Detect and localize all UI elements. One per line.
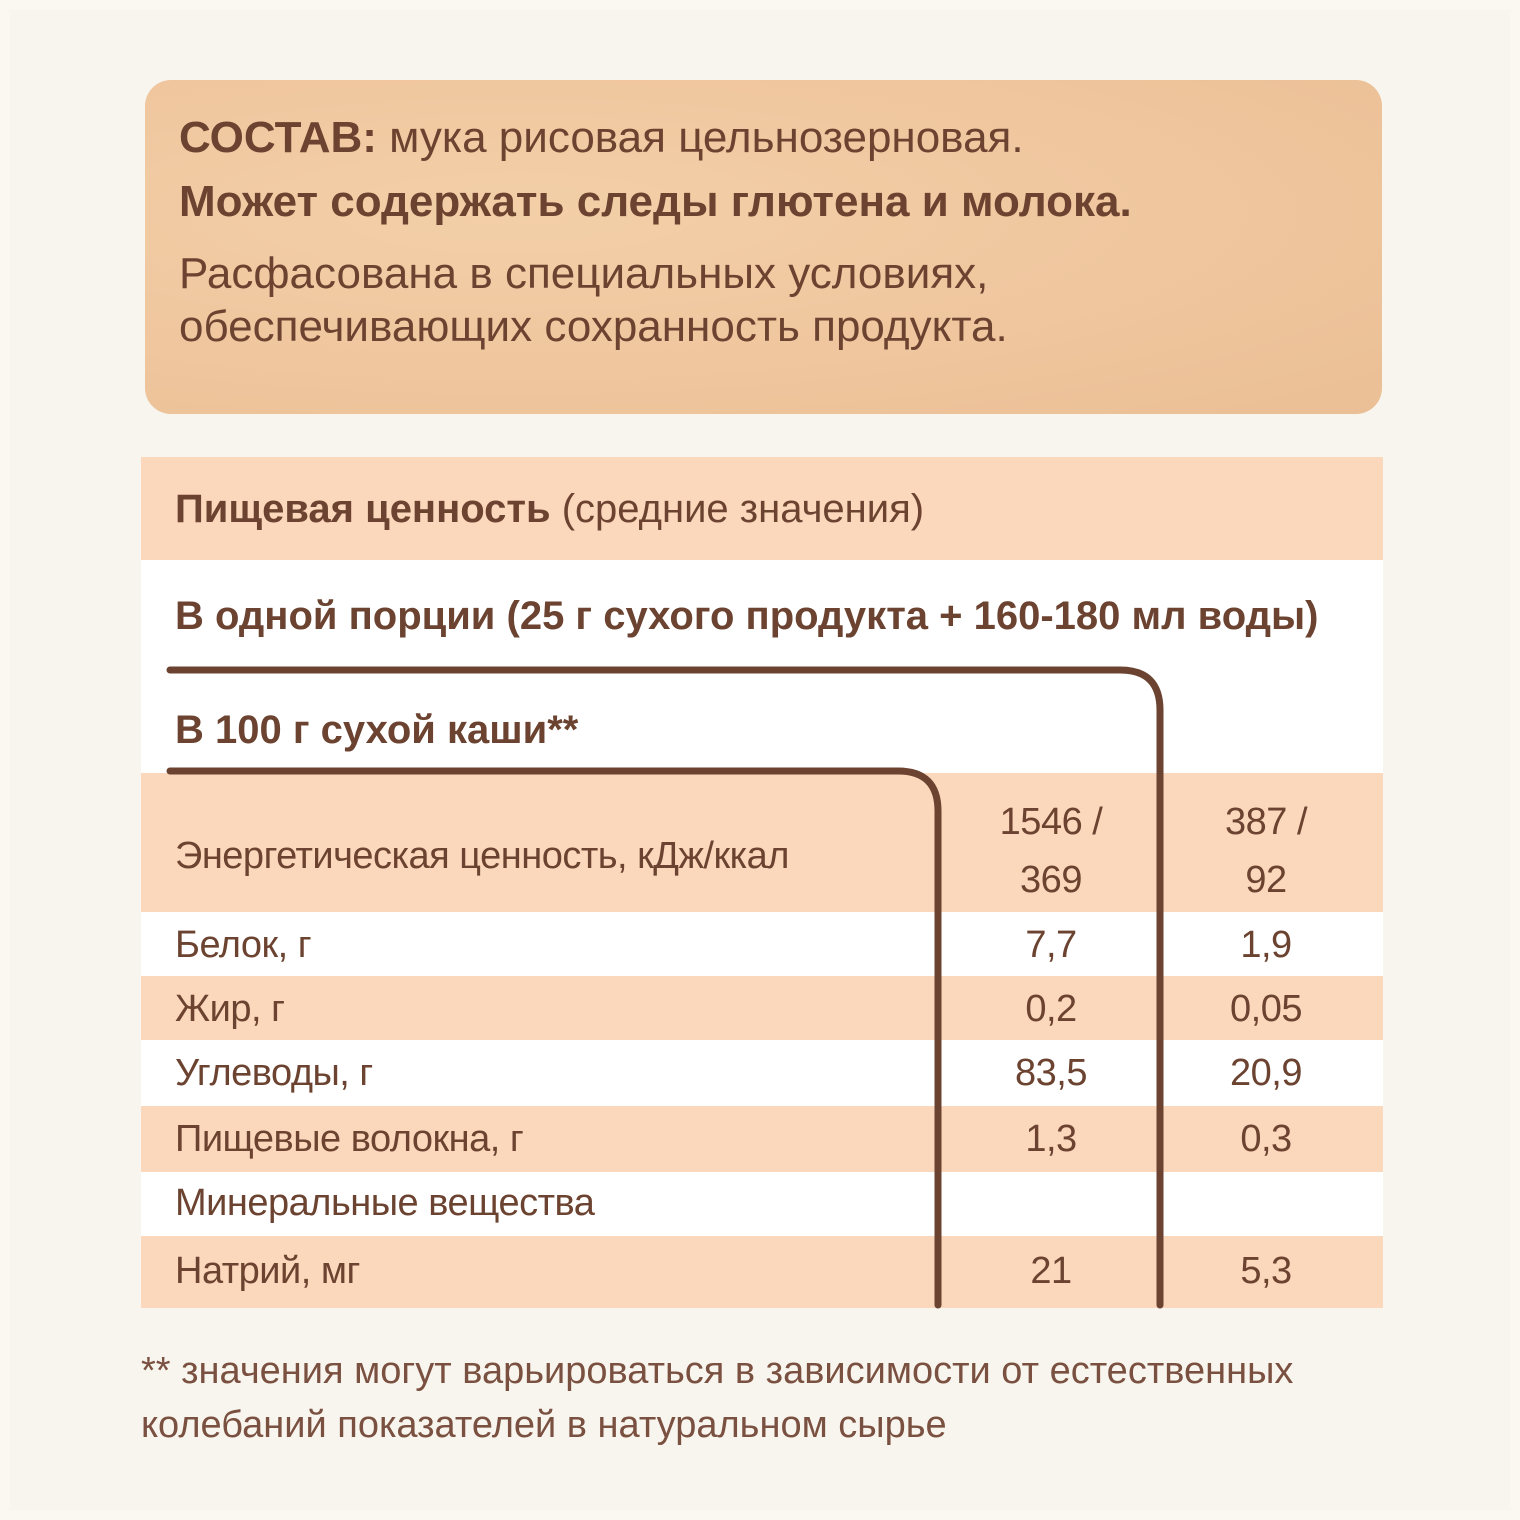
allergen-warning: Может содержать следы глютена и молока. (179, 177, 1132, 226)
nutrition-title-note: (средние значения) (550, 487, 925, 531)
table-row-fiber (141, 1106, 1383, 1172)
per-portion-label: В одной порции (25 г сухого продукта + 160-180 мл воды) (175, 594, 1319, 638)
per-portion-header (141, 560, 1383, 668)
value-portion: 0,05 (1230, 988, 1302, 1030)
table-row-protein (141, 912, 1383, 976)
row-label: Углеводы, г (175, 1052, 373, 1094)
value-portion-kj: 387 / (1224, 801, 1308, 843)
footnote-line1: ** значения могут варьироваться в зависимости от естественных (141, 1350, 1294, 1392)
row-label: Минеральные вещества (175, 1182, 595, 1224)
row-label: Жир, г (175, 988, 285, 1030)
value-portion-kcal: 92 (1245, 859, 1287, 901)
value-portion: 20,9 (1230, 1052, 1302, 1094)
row-label: Белок, г (175, 924, 312, 966)
table-row-energy (141, 773, 1383, 912)
table-row-fat (141, 976, 1383, 1040)
value-100g: 83,5 (1015, 1052, 1087, 1094)
composition-label: СОСТАВ: (179, 113, 377, 162)
footnote-line2: колебаний показателей в натуральном сырье (141, 1404, 947, 1446)
value-100g: 7,7 (1025, 924, 1077, 966)
nutrition-header (141, 457, 1383, 560)
table-row-carbs (141, 1040, 1383, 1106)
value-100g: 0,2 (1025, 988, 1077, 1030)
value-portion: 5,3 (1240, 1250, 1292, 1292)
nutrition-title-bold: Пищевая ценность (175, 487, 551, 531)
value-100g-kj: 1546 / (999, 801, 1103, 843)
table-row-minerals (141, 1172, 1383, 1236)
per-100g-header (141, 668, 1383, 773)
composition-ingredients (179, 112, 1348, 176)
ingredients-text: мука рисовая цельнозерновая. (376, 113, 1024, 162)
value-100g-kcal: 369 (1020, 859, 1082, 901)
value-portion: 0,3 (1240, 1118, 1292, 1160)
packaging-note-line2: обеспечивающих сохранность продукта. (179, 301, 1008, 351)
row-label: Пищевые волокна, г (175, 1118, 524, 1160)
value-100g: 1,3 (1025, 1118, 1077, 1160)
value-100g: 21 (1030, 1250, 1072, 1292)
packaging-note-line1: Расфасована в специальных условиях, (179, 249, 989, 298)
value-portion: 1,9 (1240, 924, 1292, 966)
row-label: Энергетическая ценность, кДж/ккал (175, 835, 789, 877)
row-label: Натрий, мг (175, 1250, 360, 1292)
footnote (141, 1344, 1401, 1452)
composition-box (145, 80, 1382, 414)
nutrition-title (175, 487, 924, 532)
per-100g-label: В 100 г сухой каши** (175, 708, 579, 752)
table-row-sodium (141, 1236, 1383, 1308)
